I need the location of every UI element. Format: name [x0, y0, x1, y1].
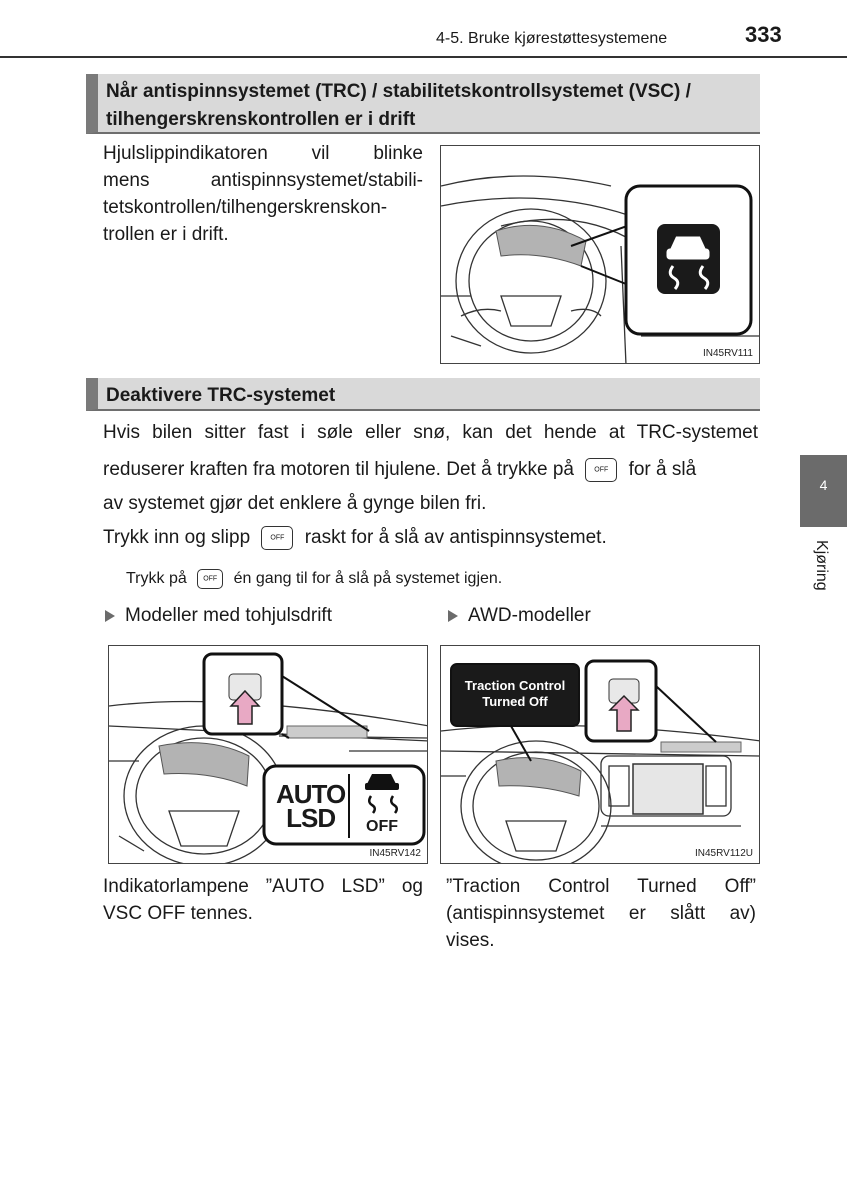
- para2-b: raskt for å slå av antispinnsystemet.: [304, 527, 607, 548]
- note-b: én gang til for å slå på systemet igjen.: [233, 570, 503, 588]
- trc-off-button-icon: OFF: [197, 569, 223, 589]
- chapter-label-wrap: [798, 540, 838, 600]
- section1-body: [103, 140, 423, 248]
- body-line: tetskontrollen/tilhengerskrenskon-: [103, 197, 388, 218]
- traction-control-message: Traction Control Turned Off: [464, 678, 566, 709]
- body-line: Hjulslippindikatoren vil blinke: [103, 143, 423, 164]
- figure-code: IN45RV111: [702, 348, 753, 359]
- para1-line2-b: for å slå: [628, 459, 697, 480]
- para1-line2-a: reduserer kraften fra motoren til hjulene. Det å trykke på: [103, 459, 575, 480]
- section-title-bar-2: [86, 378, 760, 411]
- trc-off-button-icon: OFF: [585, 458, 617, 482]
- note: [126, 569, 502, 589]
- figure-indicator: [440, 145, 760, 364]
- vsc-off-car-icon: [367, 774, 396, 784]
- right-caption: ”Traction Control Turned Off” (antispinnsystemet er slått av) vises.: [446, 876, 756, 951]
- para1-line3: av systemet gjør det enklere å gynge bilen fri.: [103, 493, 487, 514]
- section-title-bar-1: [86, 74, 760, 134]
- section-title: Deaktivere TRC-systemet: [106, 385, 336, 406]
- page-number: 333: [745, 22, 782, 47]
- vsc-off-indicator-text: OFF: [366, 818, 398, 835]
- header-rule: [0, 56, 847, 58]
- figure-code: IN45RV112U: [695, 848, 753, 859]
- para1-line2: [103, 456, 758, 483]
- figure-code: IN45RV142: [369, 848, 421, 859]
- bullet-triangle-icon: [105, 610, 115, 622]
- trc-off-button-icon: OFF: [261, 526, 293, 550]
- section-title-line1: Når antispinnsystemet (TRC) / stabilitetskontrollsystemet (VSC) /: [106, 81, 691, 102]
- chapter-tab: [800, 455, 847, 527]
- para2: [103, 524, 607, 551]
- body-line: mens antispinnsystemet/stabili-: [103, 170, 423, 191]
- para2-a: Trykk inn og slipp: [103, 527, 251, 548]
- figure-awd: [440, 645, 760, 864]
- figure-2wd: [108, 645, 428, 864]
- dashboard-illustration: [441, 146, 760, 364]
- left-caption: Indikatorlampene ”AUTO LSD” og VSC OFF tennes.: [103, 876, 423, 924]
- left-model-heading: Modeller med tohjulsdrift: [105, 605, 332, 627]
- right-model-heading: AWD-modeller: [448, 605, 591, 627]
- bullet-triangle-icon: [448, 610, 458, 622]
- chapter-label: Kjøring: [813, 540, 830, 591]
- note-a: Trykk på: [126, 570, 187, 588]
- section-title-line2: tilhengerskrenskontrollen er i drift: [106, 109, 416, 130]
- auto-lsd-indicator: AUTO LSD: [276, 779, 346, 833]
- body-line: trollen er i drift.: [103, 224, 229, 245]
- para1-line1: Hvis bilen sitter fast i søle eller snø, kan det hende at TRC-systemet: [103, 422, 758, 443]
- section-header: 4-5. Bruke kjørestøttesystemene: [436, 30, 668, 47]
- chapter-number: 4: [819, 477, 828, 493]
